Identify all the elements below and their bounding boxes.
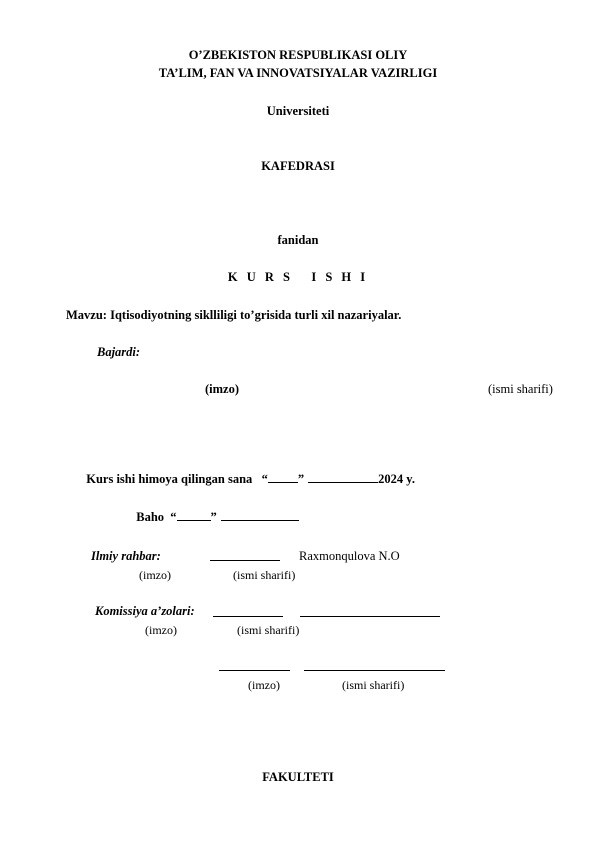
grade-row <box>130 494 299 525</box>
defense-date-mid: ” <box>297 472 305 486</box>
defense-year: 2024 y. <box>378 472 415 486</box>
defense-date-prefix: Kurs ishi himoya qilingan sana “ <box>86 472 268 486</box>
department-title: KAFEDRASI <box>261 159 335 173</box>
commission-signature-line-1 <box>213 616 283 617</box>
grade-prefix: Baho “ <box>136 510 177 524</box>
commission-name-line-2 <box>304 670 445 671</box>
topic-text: Mavzu: Iqtisodiyotning siklliligi to’grisida turli xil nazariyalar. <box>66 308 402 322</box>
grade-blank <box>177 509 211 521</box>
commission-signature-label-2: (imzo) <box>248 678 280 692</box>
defense-day-blank <box>268 471 298 483</box>
defense-date-row <box>80 456 415 487</box>
supervisor-signature-line <box>210 560 280 561</box>
supervisor-name: Raxmonqulova N.O <box>299 549 400 563</box>
supervisor-signature-label: (imzo) <box>139 568 171 582</box>
university-title: Universiteti <box>266 104 330 118</box>
grade-mid: ” <box>210 510 217 524</box>
commission-name-label-1: (ismi sharifi) <box>237 623 300 637</box>
defense-month-blank <box>308 471 378 483</box>
supervisor-label: Ilmiy rahbar: <box>91 549 161 563</box>
supervisor-name-label: (ismi sharifi) <box>233 568 296 582</box>
faculty-title: FAKULTETI <box>262 770 334 784</box>
performer-name-label: (ismi sharifi) <box>488 382 553 396</box>
work-type-title: K U R S I S H I <box>227 270 369 284</box>
performer-label: Bajardi: <box>97 345 141 359</box>
commission-signature-label-1: (imzo) <box>145 623 177 637</box>
ministry-line-2: TA’LIM, FAN VA INNOVATSIYALAR VAZIRLIGI <box>158 66 438 80</box>
performer-signature-label: (imzo) <box>205 382 240 396</box>
subject-label: fanidan <box>277 233 319 247</box>
commission-signature-line-2 <box>219 670 290 671</box>
commission-name-label-2: (ismi sharifi) <box>342 678 405 692</box>
grade-value-blank <box>221 509 299 521</box>
commission-label: Komissiya a’zolari: <box>95 604 195 618</box>
commission-name-line-1 <box>300 616 440 617</box>
ministry-line-1: O’ZBEKISTON RESPUBLIKASI OLIY <box>188 48 408 62</box>
